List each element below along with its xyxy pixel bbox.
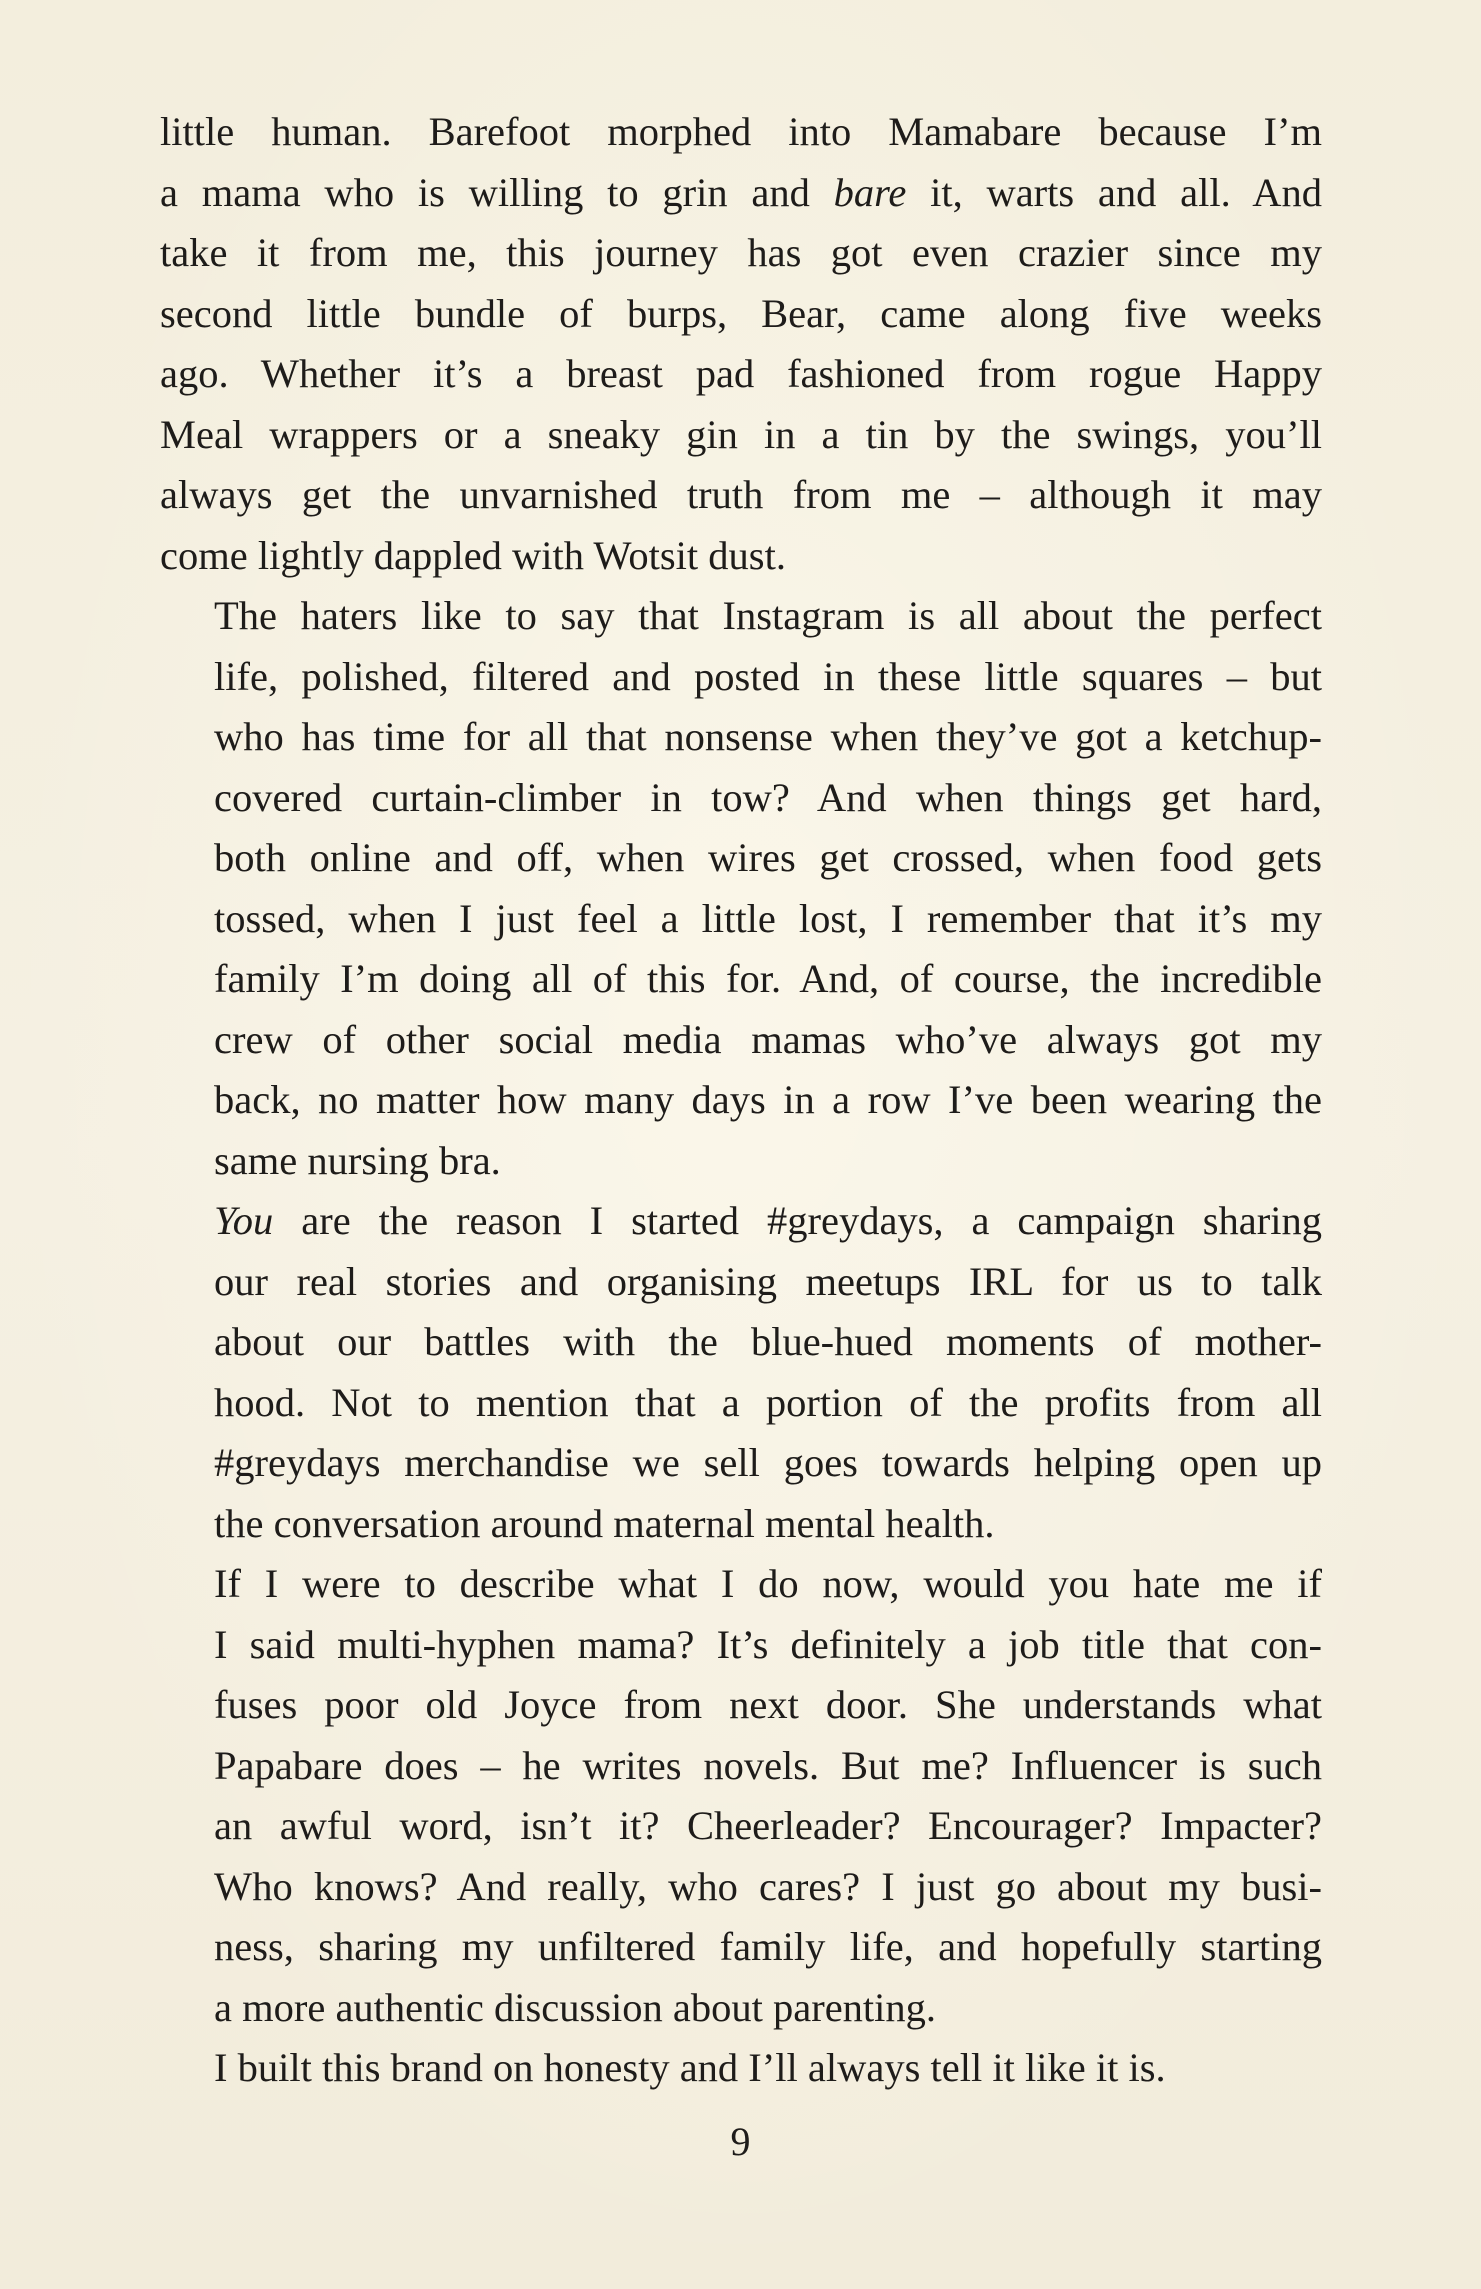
text-line: both online and off, when wires get crossed, when food gets xyxy=(214,835,1322,880)
text-line: come lightly dappled with Wotsit dust. xyxy=(160,532,786,578)
emphasis: You xyxy=(214,1198,274,1243)
text-line: a mama who is willing to grin and bare it, warts and all. And xyxy=(160,169,1322,215)
text-line: our real stories and organising meetups IRL for us to talk xyxy=(214,1258,1322,1304)
text-line: I said multi-hyphen mama? It’s definitely a job title that con- xyxy=(214,1621,1322,1667)
text-line: If I were to describe what I do now, would you hate me if xyxy=(214,1561,1322,1606)
text-line: same nursing bra. xyxy=(214,1137,501,1183)
text-line: You are the reason I started #greydays, a campaign sharing xyxy=(214,1198,1322,1243)
text-line: second little bundle of burps, Bear, came along five weeks xyxy=(160,290,1322,336)
text-line: Meal wrappers or a sneaky gin in a tin by the swings, you’ll xyxy=(160,411,1322,457)
text-line: about our battles with the blue-hued moments of mother- xyxy=(214,1319,1322,1364)
text-line: Papabare does – he writes novels. But me? Influencer is such xyxy=(214,1742,1322,1788)
paragraph xyxy=(160,586,1322,1191)
text-line: take it from me, this journey has got even crazier since my xyxy=(160,230,1322,275)
text-line: back, no matter how many days in a row I’ve been wearing the xyxy=(214,1077,1322,1122)
text-line: who has time for all that nonsense when they’ve got a ketchup- xyxy=(214,714,1322,759)
text-line: ago. Whether it’s a breast pad fashioned from rogue Happy xyxy=(160,351,1322,396)
text-line: an awful word, isn’t it? Cheerleader? Encourager? Impacter? xyxy=(214,1803,1322,1848)
paragraph xyxy=(160,102,1322,586)
text-line: little human. Barefoot morphed into Mamabare because I’m xyxy=(160,109,1322,154)
text-line: #greydays merchandise we sell goes towards helping open up xyxy=(214,1440,1322,1485)
text-line: the conversation around maternal mental health. xyxy=(214,1500,995,1546)
paragraph xyxy=(160,1554,1322,2038)
paragraph xyxy=(160,1191,1322,1554)
text-line: fuses poor old Joyce from next door. She understands what xyxy=(214,1682,1322,1727)
text-line: always get the unvarnished truth from me – although it may xyxy=(160,472,1322,517)
text-line: tossed, when I just feel a little lost, I remember that it’s my xyxy=(214,895,1322,941)
text-line: hood. Not to mention that a portion of the profits from all xyxy=(214,1379,1322,1425)
body-text xyxy=(160,102,1322,2099)
page-number: 9 xyxy=(730,2119,751,2164)
emphasis: bare xyxy=(833,169,907,215)
text-line: ness, sharing my unfiltered family life, and hopefully starting xyxy=(214,1924,1322,1969)
text-line: I built this brand on honesty and I’ll always tell it like it is. xyxy=(214,2045,1166,2090)
text-line: family I’m doing all of this for. And, of course, the incredible xyxy=(214,956,1322,1001)
text-line: a more authentic discussion about parenting. xyxy=(214,1984,937,2030)
text-line: The haters like to say that Instagram is all about the perfect xyxy=(214,593,1322,638)
text-line: life, polished, filtered and posted in these little squares – but xyxy=(214,653,1322,699)
text-line: Who knows? And really, who cares? I just go about my busi- xyxy=(214,1863,1322,1909)
paragraph xyxy=(160,2038,1322,2099)
text-line: covered curtain-climber in tow? And when things get hard, xyxy=(214,774,1322,820)
text-line: crew of other social media mamas who’ve always got my xyxy=(214,1016,1322,1062)
